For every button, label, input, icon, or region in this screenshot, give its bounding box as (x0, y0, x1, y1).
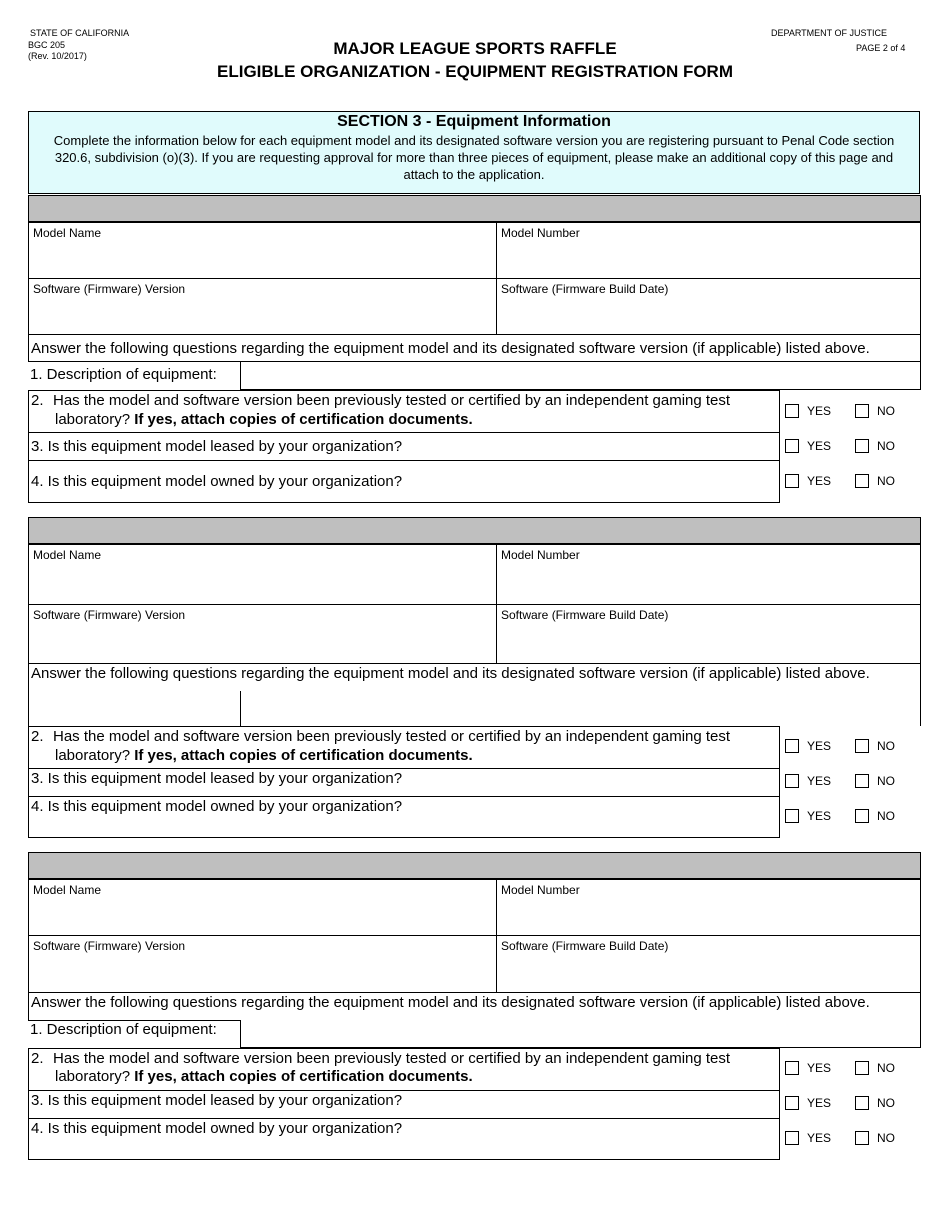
q3-yes[interactable]: YES (785, 1096, 831, 1110)
software-version-label: Software (Firmware) Version (33, 939, 186, 953)
form-code: BGC 205 (28, 40, 66, 50)
checkbox[interactable] (785, 404, 799, 418)
equipment-block-2 (28, 517, 921, 839)
q2-no[interactable]: NO (855, 1061, 895, 1075)
description-field[interactable] (240, 1020, 921, 1048)
software-version-field[interactable] (28, 604, 497, 664)
software-date-label: Software (Firmware Build Date) (501, 608, 669, 622)
q2-yes[interactable]: YES (785, 1061, 831, 1075)
checkbox[interactable] (855, 739, 869, 753)
answer-prompt: Answer the following questions regarding the equipment model and its designated software version (if applicable) listed above. (31, 994, 870, 1011)
model-name-label: Model Name (33, 883, 102, 897)
model-number-field[interactable] (496, 222, 921, 279)
form-title-line2: ELIGIBLE ORGANIZATION - EQUIPMENT REGISTRATION FORM (217, 62, 733, 81)
q2-no[interactable]: NO (855, 739, 895, 753)
q2-text: 2. Has the model and software version been previously tested or certified by an independent gaming test (31, 392, 731, 409)
q1-label: 1. Description of equipment: (30, 1021, 217, 1038)
checkbox[interactable] (855, 404, 869, 418)
answer-prompt-row (28, 334, 921, 362)
q4-yes[interactable]: YES (785, 1131, 831, 1145)
checkbox[interactable] (855, 774, 869, 788)
model-number-label: Model Number (501, 548, 580, 562)
model-name-field[interactable] (28, 544, 497, 605)
checkbox[interactable] (855, 1061, 869, 1075)
q2-text-cont: laboratory? If yes, attach copies of certification documents. (55, 1068, 473, 1085)
q4-text: 4. Is this equipment model owned by your organization? (31, 798, 403, 815)
q4-text: 4. Is this equipment model owned by your organization? (31, 473, 403, 490)
q2-yes[interactable]: YES (785, 739, 831, 753)
section-title: SECTION 3 - Equipment Information (337, 113, 611, 130)
software-date-field[interactable] (496, 935, 921, 993)
page-number: PAGE 2 of 4 (856, 43, 906, 53)
software-date-field[interactable] (496, 278, 921, 335)
q1-label: 1. Description of equipment: (30, 366, 217, 383)
q4-no[interactable]: NO (855, 474, 895, 488)
q3-text: 3. Is this equipment model leased by your organization? (31, 1092, 403, 1109)
software-date-label: Software (Firmware Build Date) (501, 939, 669, 953)
software-version-field[interactable] (28, 935, 497, 993)
q4-yes[interactable]: YES (785, 474, 831, 488)
checkbox[interactable] (855, 1096, 869, 1110)
q2-text: 2. Has the model and software version been previously tested or certified by an independent gaming test (31, 1050, 731, 1067)
q2-no[interactable]: NO (855, 404, 895, 418)
answer-prompt: Answer the following questions regarding the equipment model and its designated software version (if applicable) listed above. (31, 665, 870, 682)
description-field[interactable] (240, 691, 921, 727)
equipment-header-bar (28, 852, 921, 879)
form-revision: (Rev. 10/2017) (28, 51, 87, 61)
checkbox[interactable] (785, 1131, 799, 1145)
checkbox[interactable] (785, 809, 799, 823)
q3-yes[interactable]: YES (785, 774, 831, 788)
checkbox[interactable] (855, 474, 869, 488)
q4-yes[interactable]: YES (785, 809, 831, 823)
equipment-block-1 (28, 195, 921, 505)
department-label: DEPARTMENT OF JUSTICE (771, 28, 888, 38)
model-number-label: Model Number (501, 883, 580, 897)
q3-text: 3. Is this equipment model leased by your organization? (31, 770, 403, 787)
checkbox[interactable] (785, 1061, 799, 1075)
form-title-line1: MAJOR LEAGUE SPORTS RAFFLE (333, 39, 617, 58)
q3-no[interactable]: NO (855, 439, 895, 453)
model-number-field[interactable] (496, 544, 921, 605)
checkbox[interactable] (855, 439, 869, 453)
checkbox[interactable] (785, 774, 799, 788)
model-name-field[interactable] (28, 222, 497, 279)
equipment-header-bar (28, 195, 921, 222)
q3-no[interactable]: NO (855, 774, 895, 788)
q4-no[interactable]: NO (855, 1131, 895, 1145)
checkbox[interactable] (855, 809, 869, 823)
software-version-label: Software (Firmware) Version (33, 608, 186, 622)
equipment-header-bar (28, 517, 921, 544)
q2-text-cont: laboratory? If yes, attach copies of certification documents. (55, 747, 473, 764)
q2-text-cont: laboratory? If yes, attach copies of certification documents. (55, 411, 473, 428)
checkbox[interactable] (785, 739, 799, 753)
model-name-label: Model Name (33, 226, 102, 240)
section-3-intro (28, 111, 920, 194)
q1-cell (28, 691, 241, 727)
q3-text: 3. Is this equipment model leased by your organization? (31, 438, 403, 455)
q3-yes[interactable]: YES (785, 439, 831, 453)
software-date-label: Software (Firmware Build Date) (501, 282, 669, 296)
model-number-field[interactable] (496, 879, 921, 936)
software-version-field[interactable] (28, 278, 497, 335)
description-field[interactable] (240, 362, 921, 390)
model-name-field[interactable] (28, 879, 497, 936)
state-label: STATE OF CALIFORNIA (30, 28, 130, 38)
checkbox[interactable] (785, 474, 799, 488)
section-instructions: Complete the information below for each equipment model and its designated software version you are registering pursuant to Penal Code section 320.6, subdivision (o)(3). If you are requesting approval for more than three pieces of equipment, please make an additional copy of this page and attach to the application. (53, 133, 895, 182)
answer-prompt-row (28, 663, 921, 692)
q3-no[interactable]: NO (855, 1096, 895, 1110)
checkbox[interactable] (785, 439, 799, 453)
software-version-label: Software (Firmware) Version (33, 282, 186, 296)
answer-prompt-row (28, 992, 921, 1021)
checkbox[interactable] (785, 1096, 799, 1110)
q2-text: 2. Has the model and software version been previously tested or certified by an independent gaming test (31, 728, 731, 745)
answer-prompt: Answer the following questions regarding the equipment model and its designated software version (if applicable) listed above. (31, 340, 870, 357)
model-number-label: Model Number (501, 226, 580, 240)
q4-text: 4. Is this equipment model owned by your organization? (31, 1120, 403, 1137)
q2-yes[interactable]: YES (785, 404, 831, 418)
model-name-label: Model Name (33, 548, 102, 562)
q4-no[interactable]: NO (855, 809, 895, 823)
checkbox[interactable] (855, 1131, 869, 1145)
equipment-block-3 (28, 852, 921, 1162)
software-date-field[interactable] (496, 604, 921, 664)
